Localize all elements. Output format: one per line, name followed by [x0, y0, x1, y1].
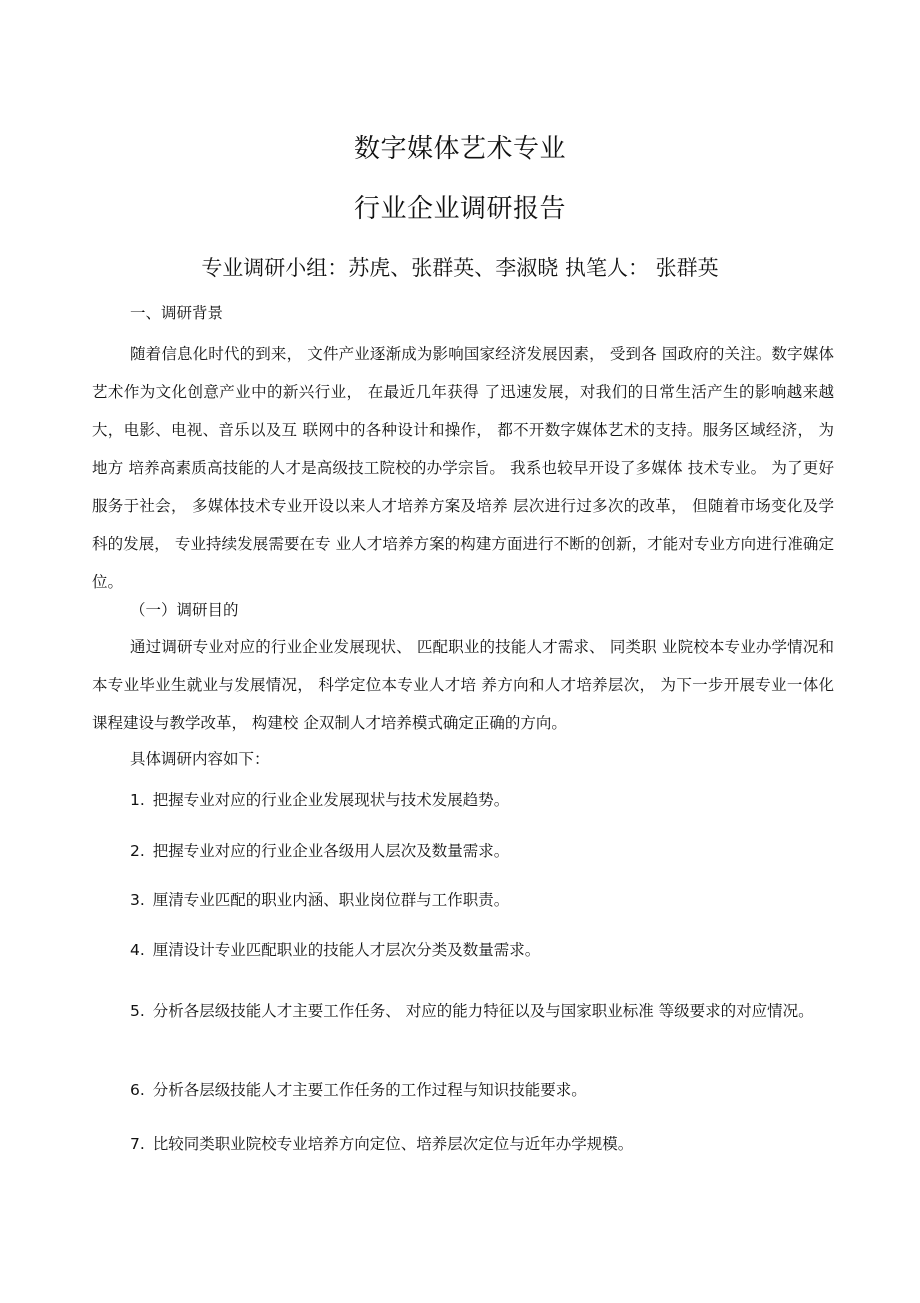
list-item: 6. 分析各层级技能人才主要工作任务的工作过程与知识技能要求。 [130, 1081, 587, 1099]
document-title-line2: 行业企业调研报告 [353, 194, 566, 224]
background-paragraph: 随着信息化时代的到来， 文件产业逐渐成为影响国家经济发展因素， 受到各 国政府的关注。数字媒体艺术作为文化创意产业中的新兴行业， 在最近几年获得 了迅速发展，对我们的日常生活产生的影响越来越大，电影、电视、音乐以及互 联网中的各种设计和操作， 都不开数字媒体艺术的支持。服务区域经济， 为地方 培养高素质高技能的人才是高级技工院校的办学宗旨。 我系也较早开设了多媒体 技术专业。 为了更好服务于社会， 多媒体技术专业开设以来人才培养方案及培养 层次进行过多次的改革， 但随着市场变化及学科的发展， 专业持续发展需要在专 业人才培养方案的构建方面进行不断的创新，才能对专业方向进行准确定位。 [92, 345, 834, 591]
purpose-paragraph: 通过调研专业对应的行业企业发展现状、 匹配职业的技能人才需求、 同类职 业院校本专业办学情况和本专业毕业生就业与发展情况， 科学定位本专业人才培 养方向和人才培养层次， 为下一步开展专业一体化课程建设与教学改革， 构建校 企双制人才培养模式确定正确的方向。 [92, 638, 834, 732]
subsection-heading-purpose: （一）调研目的 [130, 601, 239, 619]
content-intro: 具体调研内容如下： [130, 750, 270, 768]
section-heading-background: 一、调研背景 [130, 304, 224, 322]
list-item: 4. 厘清设计专业匹配职业的技能人才层次分类及数量需求。 [130, 941, 541, 959]
list-item: 3. 厘清专业匹配的职业内涵、职业岗位群与工作职责。 [130, 891, 510, 909]
list-item: 5. 分析各层级技能人才主要工作任务、 对应的能力特征以及与国家职业标准 等级要求的对应情况。 [130, 1002, 814, 1020]
list-item: 7. 比较同类职业院校专业培养方向定位、培养层次定位与近年办学规模。 [130, 1135, 634, 1153]
research-team-line: 专业调研小组：苏虎、张群英、李淑晓 执笔人： 张群英 [201, 256, 719, 280]
document-title-line1: 数字媒体艺术专业 [353, 134, 566, 164]
list-item: 2. 把握专业对应的行业企业各级用人层次及数量需求。 [130, 842, 510, 860]
list-item: 1. 把握专业对应的行业企业发展现状与技术发展趋势。 [130, 791, 510, 809]
